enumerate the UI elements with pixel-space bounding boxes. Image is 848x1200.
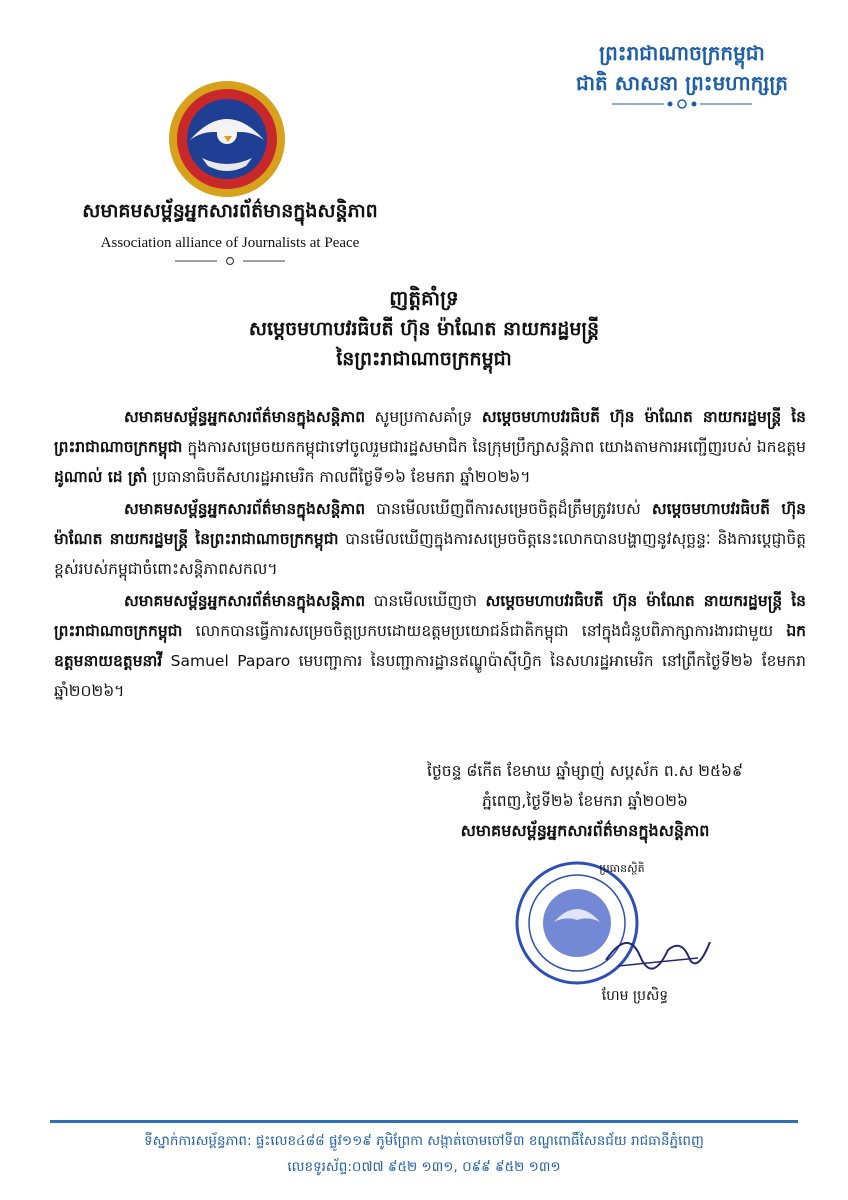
title-line-3: នៃព្រះរាជាណាចក្រកម្ពុជា: [336, 348, 512, 370]
text-run: ឯកឧត្តមនាយឧត្តមនាវី: [54, 622, 806, 670]
ornament-divider: [612, 98, 752, 110]
text-run: សម្តេចមហាបវរធិបតី ហ៊ុន ម៉ាណែត នាយករដ្ឋមន្ត្រី នៃព្រះរាជាណាចក្រកម្ពុជា: [54, 592, 806, 640]
text-run: សម្តេចមហាបវរធិបតី ហ៊ុន ម៉ាណែត នាយករដ្ឋមន្ត្រី នៃព្រះរាជាណាចក្រកម្ពុជា: [54, 500, 806, 548]
kingdom-heading: [552, 38, 812, 110]
paragraph-3: [54, 586, 806, 706]
text-run: សមាគមសម្ព័ន្ធអ្នកសារព័ត៌មានក្នុងសន្តិភាព: [124, 592, 366, 610]
text-run: សូមប្រកាសគាំទ្រ: [365, 408, 482, 426]
signature-block: [370, 756, 800, 846]
signer-name: ហែម ប្រសិទ្ធ: [601, 988, 669, 1004]
handwritten-signature: [598, 920, 718, 980]
organization-block: [30, 196, 430, 266]
organization-name-khmer: សមាគមសម្ព័ន្ធអ្នកសារព័ត៌មានក្នុងសន្តិភាព: [82, 200, 378, 222]
seal-caption: ប្រធានស្ថិតិ: [599, 862, 645, 875]
kingdom-line-1: ព្រះរាជាណាចក្រកម្ពុជា: [599, 41, 765, 65]
association-logo: [166, 78, 288, 200]
paragraph-2: [54, 494, 806, 584]
lunar-date: ថ្ងៃចន្ទ ៨កើត ខែមាឃ ឆ្នាំម្សាញ់ សប្តស័ក ព.ស ២៥៦៩: [427, 762, 743, 780]
text-run: បានមើលឃើញថា: [365, 592, 486, 610]
text-run: ប្រធានាធិបតីសហរដ្ឋអាមេរិក កាលពីថ្ងៃទី១៦ ខែមករា ឆ្នាំ២០២៦។: [147, 468, 531, 486]
org-ornament: [175, 256, 285, 266]
text-run: បានមើលឃើញពីការសម្រេចចិត្តដ៏ត្រឹមត្រូវរបស់: [365, 500, 652, 518]
place-date: ភ្នំពេញ,ថ្ងៃទី២៦ ខែមករា ឆ្នាំ២០២៦: [482, 792, 688, 810]
text-run: ក្នុងការសម្រេចយកកម្ពុជាទៅចូលរួមជារដ្ឋសមាជិក នៃក្រុមប្រឹក្សាសន្តិភាព យោងតាមការអញ្ជើញរបស់ ឯកឧត្តម: [182, 438, 806, 456]
text-run: លោកបានធ្វើការសម្រេចចិត្តប្រកបដោយឧត្តមប្រយោជន៍ជាតិកម្ពុជា នៅក្នុងជំនួបពិភាក្សាការងារជាមួយ: [182, 622, 787, 640]
text-run: Samuel Paparo មេបញ្ជាការ នៃបញ្ជាការដ្ឋានឥណ្ឌូប៉ាស៊ីហ្វិក នៃសហរដ្ឋអាមេរិក នៅព្រឹកថ្ងៃទី២៦ ខែមករា ឆ្នាំ២០២៦។: [54, 652, 806, 700]
kingdom-line-2: ជាតិ សាសនា ព្រះមហាក្សត្រ: [576, 71, 788, 95]
footer-phone: លេខទូរស័ព្ទ:០៧៧ ៩៥២ ១៣១, ០៩៩ ៩៥២ ១៣១: [287, 1159, 561, 1175]
organization-name-english: Association alliance of Journalists at Peace: [100, 235, 360, 251]
footer-address: ទីស្នាក់ការសម្ព័ន្ធភាព: ផ្ទះលេខ៤៨៨ ផ្លូវ១១៩ ភូមិព្រែកា សង្កាត់ចោមចៅទី៣ ខណ្ឌពោធិ៍សែនជ័យ រាជធានីភ្នំពេញ: [144, 1133, 704, 1149]
document-body: [54, 402, 806, 708]
footer-rule: [50, 1120, 798, 1123]
title-line-2: សម្តេចមហាបវរធិបតី ហ៊ុន ម៉ាណែត នាយករដ្ឋមន្ត្រី: [248, 318, 600, 340]
document-title: [0, 282, 848, 374]
text-run: សមាគមសម្ព័ន្ធអ្នកសារព័ត៌មានក្នុងសន្តិភាព: [124, 408, 366, 426]
signing-organization: សមាគមសម្ព័ន្ធអ្នកសារព័ត៌មានក្នុងសន្តិភាព: [460, 821, 710, 840]
text-run: បានមើលឃើញក្នុងការសម្រេចចិត្តនេះលោកបានបង្ហាញនូវសុច្ឆន្ទៈ និងការប្តេជ្ញាចិត្តខ្ពស់របស់កម្ពុជាចំពោះសន្តិភាពសកល។: [54, 530, 806, 578]
title-line-1: ញត្តិគាំទ្រ: [389, 286, 459, 310]
paragraph-1: [54, 402, 806, 492]
footer: [0, 1128, 848, 1180]
text-run: សមាគមសម្ព័ន្ធអ្នកសារព័ត៌មានក្នុងសន្តិភាព: [124, 500, 366, 518]
text-run: សម្តេចមហាបវរធិបតី ហ៊ុន ម៉ាណែត នាយករដ្ឋមន្ត្រី នៃព្រះរាជាណាចក្រកម្ពុជា: [54, 408, 807, 456]
text-run: ដូណាល់ ដេ ត្រាំ: [54, 468, 148, 486]
